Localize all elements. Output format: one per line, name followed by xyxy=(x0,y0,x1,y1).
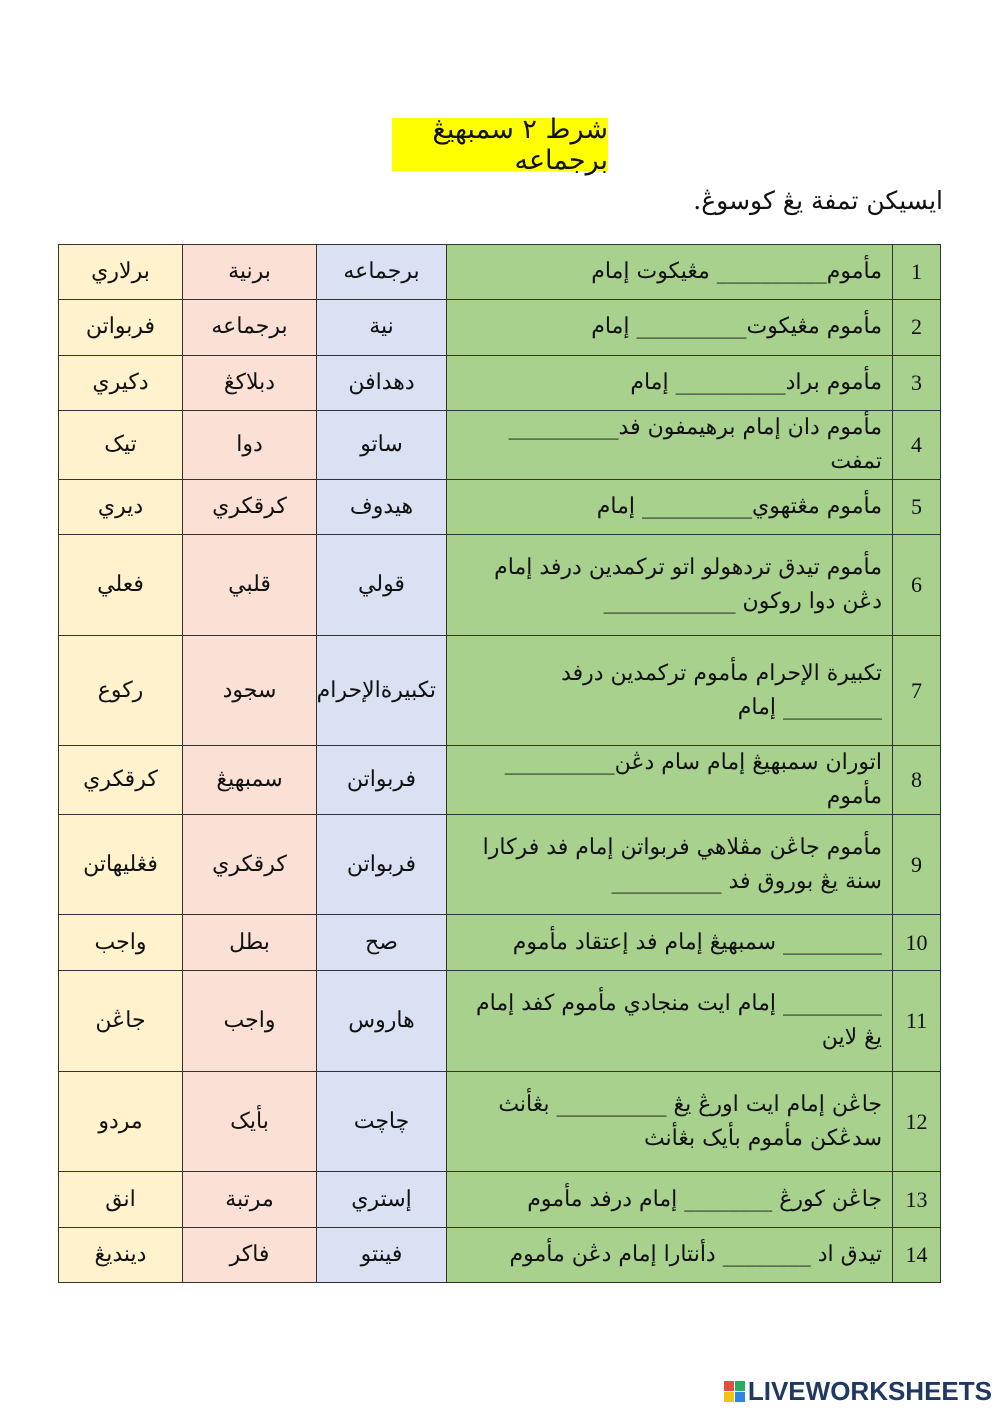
option-2[interactable]: واجب xyxy=(183,971,317,1072)
question-number: 10 xyxy=(893,915,941,971)
option-1[interactable]: برجماعه xyxy=(317,245,447,300)
option-1[interactable]: فينتو xyxy=(317,1228,447,1283)
option-2[interactable]: بطل xyxy=(183,915,317,971)
option-1[interactable]: إستري xyxy=(317,1172,447,1228)
question-text: مأموم جاڠن مڤلاهي فربواتن إمام فد فرکارا سنة يڠ بوروق فد __________ xyxy=(447,815,893,915)
question-number: 5 xyxy=(893,480,941,535)
logo-text: LIVEWORKSHEETS xyxy=(747,1376,992,1406)
question-number: 8 xyxy=(893,746,941,815)
question-table xyxy=(58,244,941,1283)
question-number: 14 xyxy=(893,1228,941,1283)
option-2[interactable]: قلبي xyxy=(183,535,317,636)
option-3[interactable]: جاڠن xyxy=(59,971,183,1072)
option-3[interactable]: دينديڠ xyxy=(59,1228,183,1283)
option-3[interactable]: برلاري xyxy=(59,245,183,300)
option-3[interactable]: تيک xyxy=(59,411,183,480)
option-2[interactable]: سجود xyxy=(183,636,317,746)
logo-mark-icon xyxy=(724,1381,745,1402)
worksheet-title: شرط ٢ سمبهيڠ برجماعه xyxy=(392,118,608,171)
question-table-body xyxy=(59,245,941,1283)
question-text: مأموم تيدق تردهولو اتو ترکمدين درفد إمام دڠن دوا روکون ____________ xyxy=(447,535,893,636)
question-text: مأموم مڠتهوي__________ إمام xyxy=(447,480,893,535)
option-1[interactable]: صح xyxy=(317,915,447,971)
question-number: 2 xyxy=(893,300,941,356)
table-row xyxy=(59,356,941,411)
table-row xyxy=(59,535,941,636)
table-row xyxy=(59,915,941,971)
question-text: جاڠن إمام ايت اورڠ يڠ __________ بڠأنث سدڠکن مأموم بأيک بڠأنث xyxy=(447,1072,893,1172)
option-3[interactable]: کرقکري xyxy=(59,746,183,815)
table-row xyxy=(59,746,941,815)
option-1[interactable]: ساتو xyxy=(317,411,447,480)
option-3[interactable]: مردو xyxy=(59,1072,183,1172)
question-text: مأموم دان إمام برهيمفون فد__________ تمفت xyxy=(447,411,893,480)
question-number: 1 xyxy=(893,245,941,300)
option-3[interactable]: فربواتن xyxy=(59,300,183,356)
question-number: 7 xyxy=(893,636,941,746)
option-2[interactable]: کرقکري xyxy=(183,815,317,915)
question-text: تيدق اد ________ دأنتارا إمام دڠن مأموم xyxy=(447,1228,893,1283)
question-number: 6 xyxy=(893,535,941,636)
question-text: اتوران سمبهيڠ إمام سام دڠن__________ مأموم xyxy=(447,746,893,815)
question-text: جاڠن کورڠ ________ إمام درفد مأموم xyxy=(447,1172,893,1228)
option-1[interactable]: هاروس xyxy=(317,971,447,1072)
option-1[interactable]: هيدوف xyxy=(317,480,447,535)
option-2[interactable]: سمبهيڠ xyxy=(183,746,317,815)
option-3[interactable]: انق xyxy=(59,1172,183,1228)
question-number: 12 xyxy=(893,1072,941,1172)
option-2[interactable]: مرتبة xyxy=(183,1172,317,1228)
question-number: 4 xyxy=(893,411,941,480)
option-2[interactable]: برنية xyxy=(183,245,317,300)
table-row xyxy=(59,636,941,746)
table-row xyxy=(59,245,941,300)
table-row xyxy=(59,411,941,480)
option-3[interactable]: دکيري xyxy=(59,356,183,411)
option-1[interactable]: چاچت xyxy=(317,1072,447,1172)
table-row xyxy=(59,480,941,535)
question-number: 13 xyxy=(893,1172,941,1228)
instruction-text: ايسيکن تمفة يڠ کوسوڠ. xyxy=(693,186,943,215)
table-row xyxy=(59,971,941,1072)
option-1[interactable]: قولي xyxy=(317,535,447,636)
question-text: مأموم__________ مڠيکوت إمام xyxy=(447,245,893,300)
option-2[interactable]: برجماعه xyxy=(183,300,317,356)
option-1[interactable]: فربواتن xyxy=(317,746,447,815)
question-text: تکبيرة الإحرام مأموم ترکمدين درفد _________ إمام xyxy=(447,636,893,746)
table-row xyxy=(59,300,941,356)
option-3[interactable]: واجب xyxy=(59,915,183,971)
question-text: مأموم براد__________ إمام xyxy=(447,356,893,411)
table-row xyxy=(59,1228,941,1283)
question-text: _________ إمام ايت منجادي مأموم کفد إمام يڠ لاين xyxy=(447,971,893,1072)
option-2[interactable]: فاکر xyxy=(183,1228,317,1283)
option-1[interactable]: تکبيرةالإحرام xyxy=(317,636,447,746)
liveworksheets-logo xyxy=(724,1376,992,1407)
question-text: مأموم مڠيکوت__________ إمام xyxy=(447,300,893,356)
option-3[interactable]: ديري xyxy=(59,480,183,535)
option-1[interactable]: نية xyxy=(317,300,447,356)
option-2[interactable]: بأيک xyxy=(183,1072,317,1172)
option-2[interactable]: دبلاکڠ xyxy=(183,356,317,411)
option-2[interactable]: دوا xyxy=(183,411,317,480)
option-1[interactable]: فربواتن xyxy=(317,815,447,915)
question-number: 9 xyxy=(893,815,941,915)
table-row xyxy=(59,1072,941,1172)
option-3[interactable]: فڠليهاتن xyxy=(59,815,183,915)
option-2[interactable]: کرقکري xyxy=(183,480,317,535)
option-3[interactable]: رکوع xyxy=(59,636,183,746)
table-row xyxy=(59,1172,941,1228)
table-row xyxy=(59,815,941,915)
option-3[interactable]: فعلي xyxy=(59,535,183,636)
question-number: 3 xyxy=(893,356,941,411)
question-number: 11 xyxy=(893,971,941,1072)
question-text: _________ سمبهيڠ إمام فد إعتقاد مأموم xyxy=(447,915,893,971)
option-1[interactable]: دهدافن xyxy=(317,356,447,411)
